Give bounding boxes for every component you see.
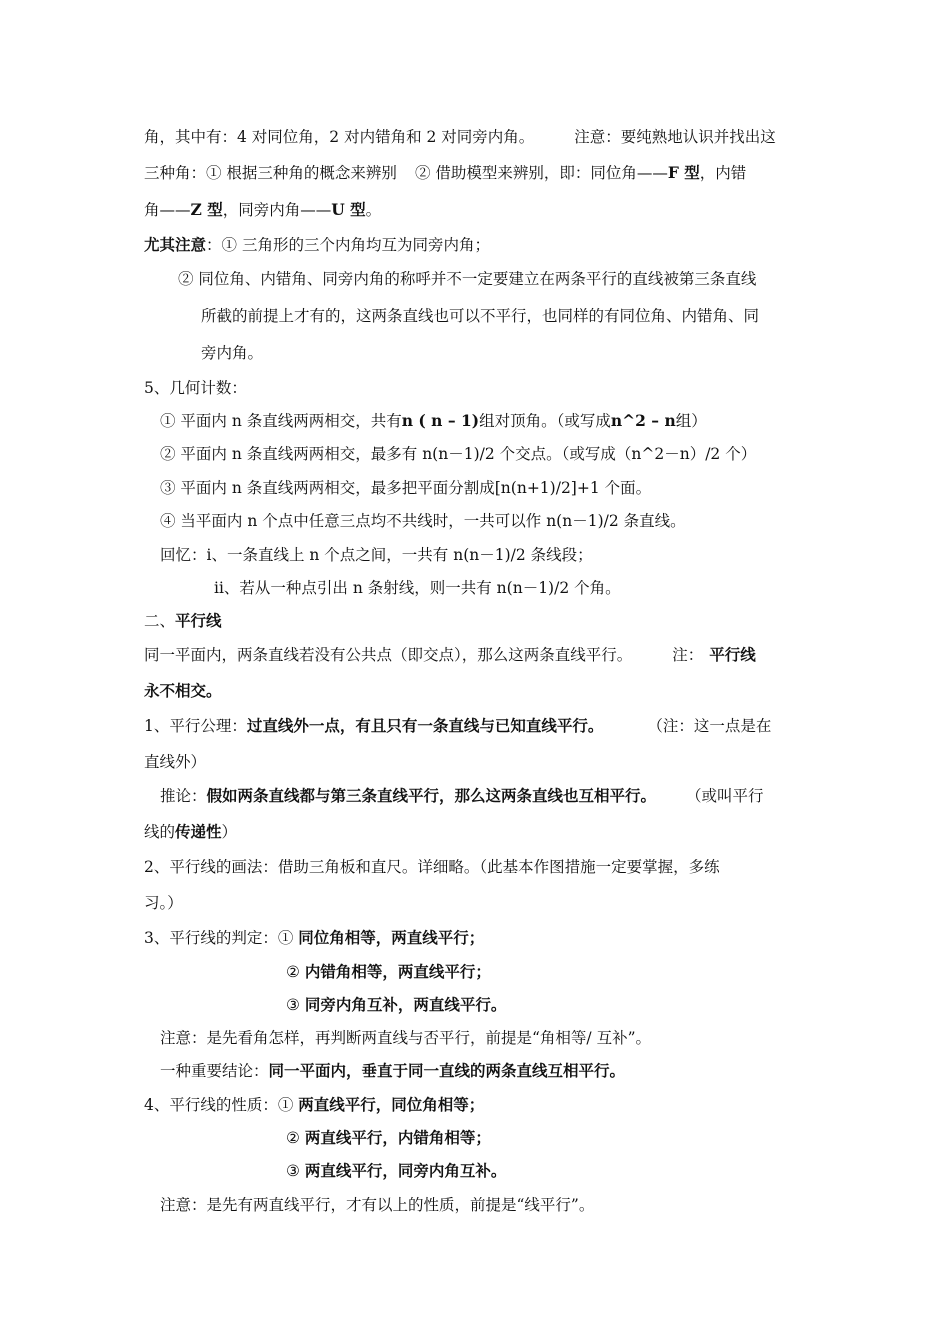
text-line — [286, 1128, 491, 1148]
property: 两直线平行，内错角相等； — [304, 1128, 491, 1147]
line-text: 注意：是先有两直线平行，才有以上的性质，前提是“线平行”。 — [160, 1196, 595, 1214]
formula: n ( n – 1) — [401, 411, 480, 430]
text-line — [144, 200, 381, 220]
line-text: ⅱ、若从一种点引出 n 条射线，则一共有 n(n－1)/2 个角。 — [214, 579, 621, 597]
model-z-type: Z 型 — [190, 200, 223, 219]
line-text: 注意：要纯熟地认识并找出这 — [574, 128, 776, 146]
text-line — [286, 1161, 506, 1181]
section-heading — [144, 611, 222, 631]
line-text: 同一平面内，两条直线若没有公共点（即交点），那么这两条直线平行。 — [144, 646, 633, 664]
text-line — [160, 411, 707, 431]
line-text: ，同旁内角—— — [222, 201, 332, 219]
line-text: 注意：是先看角怎样，再判断两直线与否平行，前提是“角相等/ 互补”。 — [160, 1029, 651, 1047]
line-text: 角，其中有：4 对同位角，2 对内错角和 2 对同旁内角。 — [144, 128, 535, 146]
line-text: 旁内角。 — [201, 344, 264, 362]
line-text: 线的 — [144, 823, 176, 841]
text-line — [160, 1061, 625, 1081]
line-text: 角—— — [144, 201, 191, 219]
line-text: ② 平面内 n 条直线两两相交，最多有 n(n－1)/2 个交点。（或写成（n^2－n）/2 个） — [160, 445, 757, 463]
text-line — [160, 478, 651, 498]
line-text: 5、几何计数： — [144, 379, 247, 397]
emphasis: 传递性 — [175, 822, 222, 841]
text-line — [144, 752, 206, 772]
line-text: ④ 当平面内 n 个点中任意三点均不共线时，一共可以作 n(n－1)/2 条直线。 — [160, 512, 686, 530]
text-line — [144, 163, 746, 183]
line-text: （注：这一点是在 — [647, 717, 772, 735]
line-text: 三种角：① 根据三种角的概念来辨别 — [144, 164, 397, 182]
line-text: ：① 三角形的三个内角均互为同旁内角； — [206, 236, 490, 254]
line-text: ，内错 — [699, 164, 747, 182]
criterion: 内错角相等，两直线平行； — [304, 962, 491, 981]
text-line — [286, 995, 506, 1015]
line-text: ① 平面内 n 条直线两两相交，共有 — [160, 412, 402, 430]
text-line — [144, 645, 756, 665]
text-line — [178, 269, 756, 289]
text-line — [144, 857, 720, 877]
text-line — [201, 306, 759, 326]
text-line — [160, 1028, 651, 1048]
model-u-type: U 型 — [331, 200, 366, 219]
line-text: ③ — [286, 1162, 305, 1180]
line-text: ② 同位角、内错角、同旁内角的称呼并不一定要建立在两条平行的直线被第三条直线 — [178, 270, 757, 288]
text-line — [144, 822, 237, 842]
line-text: ② — [286, 963, 305, 981]
property: 两直线平行，同位角相等； — [298, 1095, 485, 1114]
line-text: 4、平行线的性质：① — [144, 1096, 299, 1114]
text-line — [144, 893, 183, 913]
text-line — [214, 578, 621, 598]
text-line — [160, 444, 756, 464]
conclusion: 同一平面内，垂直于同一直线的两条直线互相平行。 — [268, 1061, 626, 1080]
line-text: ③ 平面内 n 条直线两两相交，最多把平面分割成[n(n+1)/2]+1 个面。 — [160, 479, 652, 497]
line-text: 。 — [365, 201, 382, 219]
model-f-type: F 型 — [667, 163, 700, 182]
line-text: 推论： — [160, 787, 207, 805]
text-line — [144, 127, 776, 147]
section-title: 平行线 — [175, 611, 222, 630]
line-text: ② — [286, 1129, 305, 1147]
line-text: 二、 — [144, 612, 176, 630]
text-line — [160, 1195, 594, 1215]
text-line — [160, 545, 593, 565]
text-line — [144, 1095, 484, 1115]
line-text: 直线外） — [144, 753, 207, 771]
section-heading — [144, 378, 247, 398]
text-line — [144, 928, 484, 948]
text-line — [160, 511, 686, 531]
criterion: 同位角相等，两直线平行； — [298, 928, 485, 947]
text-line — [160, 786, 764, 806]
line-text: 组对顶角。（或写成 — [479, 412, 611, 430]
axiom: 过直线外一点，有且只有一条直线与已知直线平行。 — [246, 716, 604, 735]
line-text: 3、平行线的判定：① — [144, 929, 299, 947]
line-text: 习。） — [144, 894, 183, 912]
text-line — [144, 716, 771, 736]
emphasis: 永不相交。 — [144, 681, 222, 700]
line-text: 一种重要结论： — [160, 1062, 269, 1080]
criterion: 同旁内角互补，两直线平行。 — [304, 995, 507, 1014]
line-text: ③ — [286, 996, 305, 1014]
text-line — [286, 962, 491, 982]
text-line — [144, 681, 222, 701]
line-text: 注： — [672, 646, 704, 664]
line-text: ② 借助模型来辨别，即：同位角—— — [414, 164, 668, 182]
line-text: 组） — [675, 412, 707, 430]
line-text: 2、平行线的画法：借助三角板和直尺。详细略。（此基本作图措施一定要掌握，多练 — [144, 858, 720, 876]
property: 两直线平行，同旁内角互补。 — [304, 1161, 507, 1180]
line-text: 1、平行公理： — [144, 717, 247, 735]
text-line — [201, 343, 263, 363]
line-text: （或叫平行 — [686, 787, 764, 805]
formula: n^2 – n — [610, 411, 676, 430]
line-text: ） — [221, 823, 238, 841]
line-text: 所截的前提上才有的，这两条直线也可以不平行，也同样的有同位角、内错角、同 — [201, 307, 760, 325]
text-line — [144, 235, 490, 255]
line-text: 回忆：ⅰ、一条直线上 n 个点之间，一共有 n(n－1)/2 条线段； — [160, 546, 593, 564]
corollary: 假如两条直线都与第三条直线平行，那么这两条直线也互相平行。 — [206, 786, 657, 805]
note-heading: 尤其注意 — [144, 235, 207, 254]
emphasis: 平行线 — [709, 645, 756, 664]
